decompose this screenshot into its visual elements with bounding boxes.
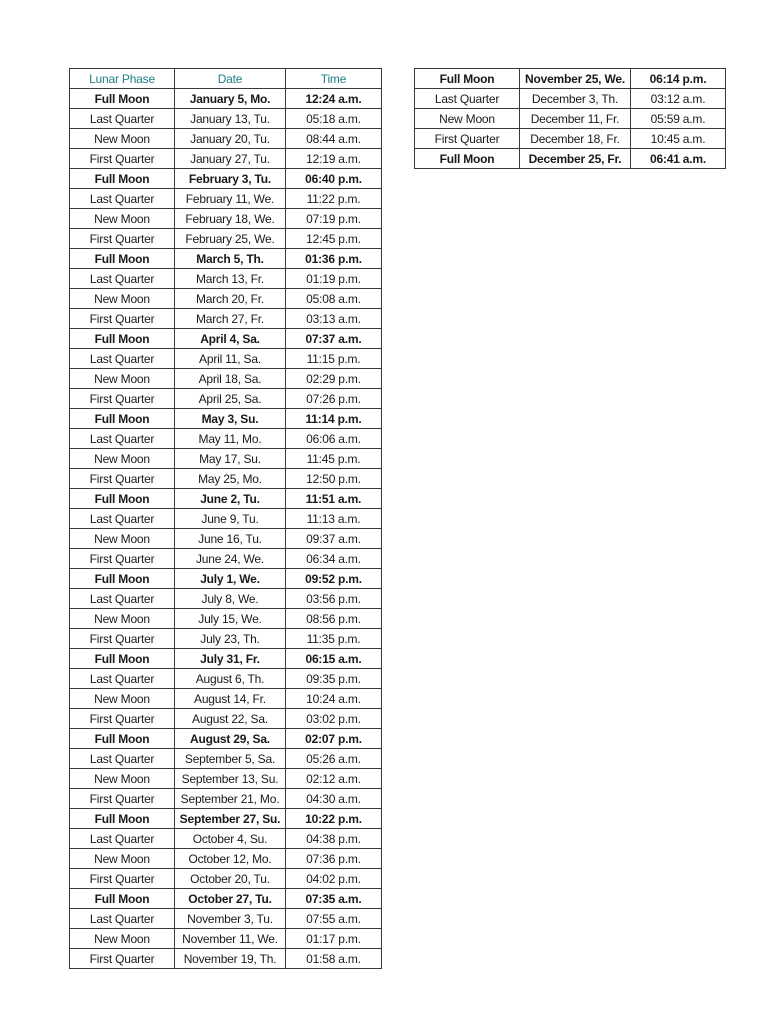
table-row [70, 729, 382, 749]
date-cell: April 4, Sa. [175, 329, 286, 349]
time-cell: 05:08 a.m. [286, 289, 382, 309]
time-cell: 06:06 a.m. [286, 429, 382, 449]
table-row [70, 549, 382, 569]
table-row [70, 709, 382, 729]
table-row [70, 949, 382, 969]
table-row [70, 389, 382, 409]
time-cell: 11:22 p.m. [286, 189, 382, 209]
date-cell: October 12, Mo. [175, 849, 286, 869]
date-cell: January 20, Tu. [175, 129, 286, 149]
time-cell: 01:58 a.m. [286, 949, 382, 969]
phase-cell: First Quarter [70, 149, 175, 169]
date-cell: March 20, Fr. [175, 289, 286, 309]
phase-cell: First Quarter [70, 229, 175, 249]
phase-cell: Full Moon [70, 169, 175, 189]
phase-cell: First Quarter [70, 549, 175, 569]
phase-cell: Full Moon [70, 729, 175, 749]
time-cell: 07:19 p.m. [286, 209, 382, 229]
time-cell: 08:44 a.m. [286, 129, 382, 149]
date-cell: July 23, Th. [175, 629, 286, 649]
time-cell: 01:19 p.m. [286, 269, 382, 289]
phase-cell: First Quarter [70, 469, 175, 489]
date-cell: February 25, We. [175, 229, 286, 249]
phase-cell: Last Quarter [70, 589, 175, 609]
phase-cell: Last Quarter [70, 669, 175, 689]
table-row [70, 509, 382, 529]
table-row [70, 869, 382, 889]
date-cell: November 25, We. [520, 69, 631, 89]
table-row [70, 449, 382, 469]
phase-cell: First Quarter [70, 389, 175, 409]
table-row [70, 829, 382, 849]
phase-cell: New Moon [70, 689, 175, 709]
table-row [70, 229, 382, 249]
phase-cell: Last Quarter [70, 829, 175, 849]
phase-cell: First Quarter [415, 129, 520, 149]
date-cell: January 27, Tu. [175, 149, 286, 169]
table-row [415, 69, 726, 89]
table-row [70, 529, 382, 549]
time-cell: 06:14 p.m. [631, 69, 726, 89]
time-cell: 12:50 p.m. [286, 469, 382, 489]
phase-cell: Full Moon [70, 809, 175, 829]
lunar-phase-table-body [70, 89, 382, 969]
table-row [70, 129, 382, 149]
date-cell: June 16, Tu. [175, 529, 286, 549]
time-cell: 02:12 a.m. [286, 769, 382, 789]
date-cell: July 31, Fr. [175, 649, 286, 669]
time-cell: 05:59 a.m. [631, 109, 726, 129]
phase-cell: New Moon [70, 129, 175, 149]
phase-cell: First Quarter [70, 789, 175, 809]
date-cell: April 25, Sa. [175, 389, 286, 409]
date-cell: February 3, Tu. [175, 169, 286, 189]
table-row [70, 369, 382, 389]
table-row [70, 789, 382, 809]
phase-cell: First Quarter [70, 309, 175, 329]
time-cell: 12:45 p.m. [286, 229, 382, 249]
phase-cell: New Moon [70, 209, 175, 229]
table-row [70, 569, 382, 589]
date-cell: December 3, Th. [520, 89, 631, 109]
phase-cell: Last Quarter [70, 429, 175, 449]
phase-cell: Full Moon [415, 69, 520, 89]
phase-cell: Full Moon [415, 149, 520, 169]
date-cell: August 29, Sa. [175, 729, 286, 749]
phase-cell: Last Quarter [415, 89, 520, 109]
time-cell: 07:35 a.m. [286, 889, 382, 909]
phase-cell: Full Moon [70, 329, 175, 349]
table-row [70, 649, 382, 669]
time-cell: 04:30 a.m. [286, 789, 382, 809]
table-row [70, 889, 382, 909]
date-cell: June 9, Tu. [175, 509, 286, 529]
date-cell: July 8, We. [175, 589, 286, 609]
date-cell: December 25, Fr. [520, 149, 631, 169]
date-cell: December 11, Fr. [520, 109, 631, 129]
date-cell: March 27, Fr. [175, 309, 286, 329]
phase-cell: New Moon [70, 369, 175, 389]
phase-cell: Last Quarter [70, 269, 175, 289]
time-cell: 08:56 p.m. [286, 609, 382, 629]
date-cell: February 18, We. [175, 209, 286, 229]
time-cell: 02:29 p.m. [286, 369, 382, 389]
table-row [70, 89, 382, 109]
date-cell: November 3, Tu. [175, 909, 286, 929]
phase-cell: Full Moon [70, 649, 175, 669]
date-cell: March 5, Th. [175, 249, 286, 269]
phase-cell: Last Quarter [70, 749, 175, 769]
date-cell: September 27, Su. [175, 809, 286, 829]
table-row [70, 429, 382, 449]
table-row [70, 269, 382, 289]
phase-cell: Full Moon [70, 249, 175, 269]
phase-cell: Full Moon [70, 569, 175, 589]
time-cell: 04:38 p.m. [286, 829, 382, 849]
phase-cell: Last Quarter [70, 349, 175, 369]
date-cell: June 24, We. [175, 549, 286, 569]
phase-cell: First Quarter [70, 629, 175, 649]
time-cell: 11:35 p.m. [286, 629, 382, 649]
table-row [415, 129, 726, 149]
phase-cell: Last Quarter [70, 109, 175, 129]
date-cell: January 13, Tu. [175, 109, 286, 129]
time-cell: 11:45 p.m. [286, 449, 382, 469]
header-time: Time [286, 69, 382, 89]
time-cell: 06:40 p.m. [286, 169, 382, 189]
table-row [415, 89, 726, 109]
phase-cell: Last Quarter [70, 509, 175, 529]
lunar-phase-table [69, 68, 382, 969]
phase-cell: First Quarter [70, 709, 175, 729]
date-cell: November 19, Th. [175, 949, 286, 969]
table-row [70, 109, 382, 129]
table-row [70, 929, 382, 949]
phase-cell: New Moon [70, 849, 175, 869]
time-cell: 05:18 a.m. [286, 109, 382, 129]
date-cell: July 1, We. [175, 569, 286, 589]
phase-cell: New Moon [70, 769, 175, 789]
date-cell: January 5, Mo. [175, 89, 286, 109]
table-row [70, 689, 382, 709]
time-cell: 06:41 a.m. [631, 149, 726, 169]
time-cell: 06:34 a.m. [286, 549, 382, 569]
time-cell: 03:02 p.m. [286, 709, 382, 729]
table-row [70, 749, 382, 769]
phase-cell: Full Moon [70, 89, 175, 109]
time-cell: 05:26 a.m. [286, 749, 382, 769]
date-cell: August 14, Fr. [175, 689, 286, 709]
phase-cell: New Moon [415, 109, 520, 129]
date-cell: March 13, Fr. [175, 269, 286, 289]
date-cell: February 11, We. [175, 189, 286, 209]
date-cell: June 2, Tu. [175, 489, 286, 509]
time-cell: 07:37 a.m. [286, 329, 382, 349]
table-row [70, 769, 382, 789]
phase-cell: Last Quarter [70, 909, 175, 929]
phase-cell: New Moon [70, 289, 175, 309]
time-cell: 07:36 p.m. [286, 849, 382, 869]
time-cell: 07:55 a.m. [286, 909, 382, 929]
table-row [70, 469, 382, 489]
lunar-phase-table-continued [414, 68, 726, 169]
table-row [70, 329, 382, 349]
table-row [70, 629, 382, 649]
date-cell: May 25, Mo. [175, 469, 286, 489]
table-row [70, 189, 382, 209]
time-cell: 09:35 p.m. [286, 669, 382, 689]
date-cell: October 20, Tu. [175, 869, 286, 889]
table-row [70, 349, 382, 369]
date-cell: September 13, Su. [175, 769, 286, 789]
date-cell: September 5, Sa. [175, 749, 286, 769]
date-cell: August 6, Th. [175, 669, 286, 689]
table-row [70, 289, 382, 309]
phase-cell: First Quarter [70, 869, 175, 889]
time-cell: 11:15 p.m. [286, 349, 382, 369]
date-cell: August 22, Sa. [175, 709, 286, 729]
time-cell: 03:13 a.m. [286, 309, 382, 329]
table-row [70, 589, 382, 609]
phase-cell: Full Moon [70, 409, 175, 429]
date-cell: April 11, Sa. [175, 349, 286, 369]
phase-cell: New Moon [70, 449, 175, 469]
time-cell: 09:37 a.m. [286, 529, 382, 549]
time-cell: 03:56 p.m. [286, 589, 382, 609]
date-cell: July 15, We. [175, 609, 286, 629]
phase-cell: Full Moon [70, 889, 175, 909]
table-header-row [70, 69, 382, 89]
table-row [70, 209, 382, 229]
table-row [70, 309, 382, 329]
time-cell: 01:36 p.m. [286, 249, 382, 269]
table-row [70, 849, 382, 869]
table-row [415, 149, 726, 169]
phase-cell: New Moon [70, 609, 175, 629]
date-cell: May 17, Su. [175, 449, 286, 469]
table-row [70, 669, 382, 689]
date-cell: April 18, Sa. [175, 369, 286, 389]
table-row [70, 489, 382, 509]
table-row [70, 909, 382, 929]
phase-cell: First Quarter [70, 949, 175, 969]
table-row [70, 249, 382, 269]
time-cell: 12:24 a.m. [286, 89, 382, 109]
date-cell: October 4, Su. [175, 829, 286, 849]
header-lunar-phase: Lunar Phase [70, 69, 175, 89]
time-cell: 11:13 a.m. [286, 509, 382, 529]
lunar-phase-table-continued-body [415, 69, 726, 169]
date-cell: December 18, Fr. [520, 129, 631, 149]
table-row [415, 109, 726, 129]
time-cell: 11:51 a.m. [286, 489, 382, 509]
time-cell: 01:17 p.m. [286, 929, 382, 949]
table-row [70, 809, 382, 829]
time-cell: 11:14 p.m. [286, 409, 382, 429]
table-row [70, 609, 382, 629]
time-cell: 10:45 a.m. [631, 129, 726, 149]
time-cell: 04:02 p.m. [286, 869, 382, 889]
time-cell: 07:26 p.m. [286, 389, 382, 409]
date-cell: May 3, Su. [175, 409, 286, 429]
date-cell: November 11, We. [175, 929, 286, 949]
time-cell: 10:24 a.m. [286, 689, 382, 709]
time-cell: 10:22 p.m. [286, 809, 382, 829]
time-cell: 06:15 a.m. [286, 649, 382, 669]
phase-cell: New Moon [70, 929, 175, 949]
table-row [70, 149, 382, 169]
time-cell: 12:19 a.m. [286, 149, 382, 169]
date-cell: September 21, Mo. [175, 789, 286, 809]
table-row [70, 409, 382, 429]
phase-cell: Last Quarter [70, 189, 175, 209]
table-row [70, 169, 382, 189]
date-cell: May 11, Mo. [175, 429, 286, 449]
time-cell: 03:12 a.m. [631, 89, 726, 109]
header-date: Date [175, 69, 286, 89]
phase-cell: Full Moon [70, 489, 175, 509]
time-cell: 09:52 p.m. [286, 569, 382, 589]
date-cell: October 27, Tu. [175, 889, 286, 909]
time-cell: 02:07 p.m. [286, 729, 382, 749]
phase-cell: New Moon [70, 529, 175, 549]
